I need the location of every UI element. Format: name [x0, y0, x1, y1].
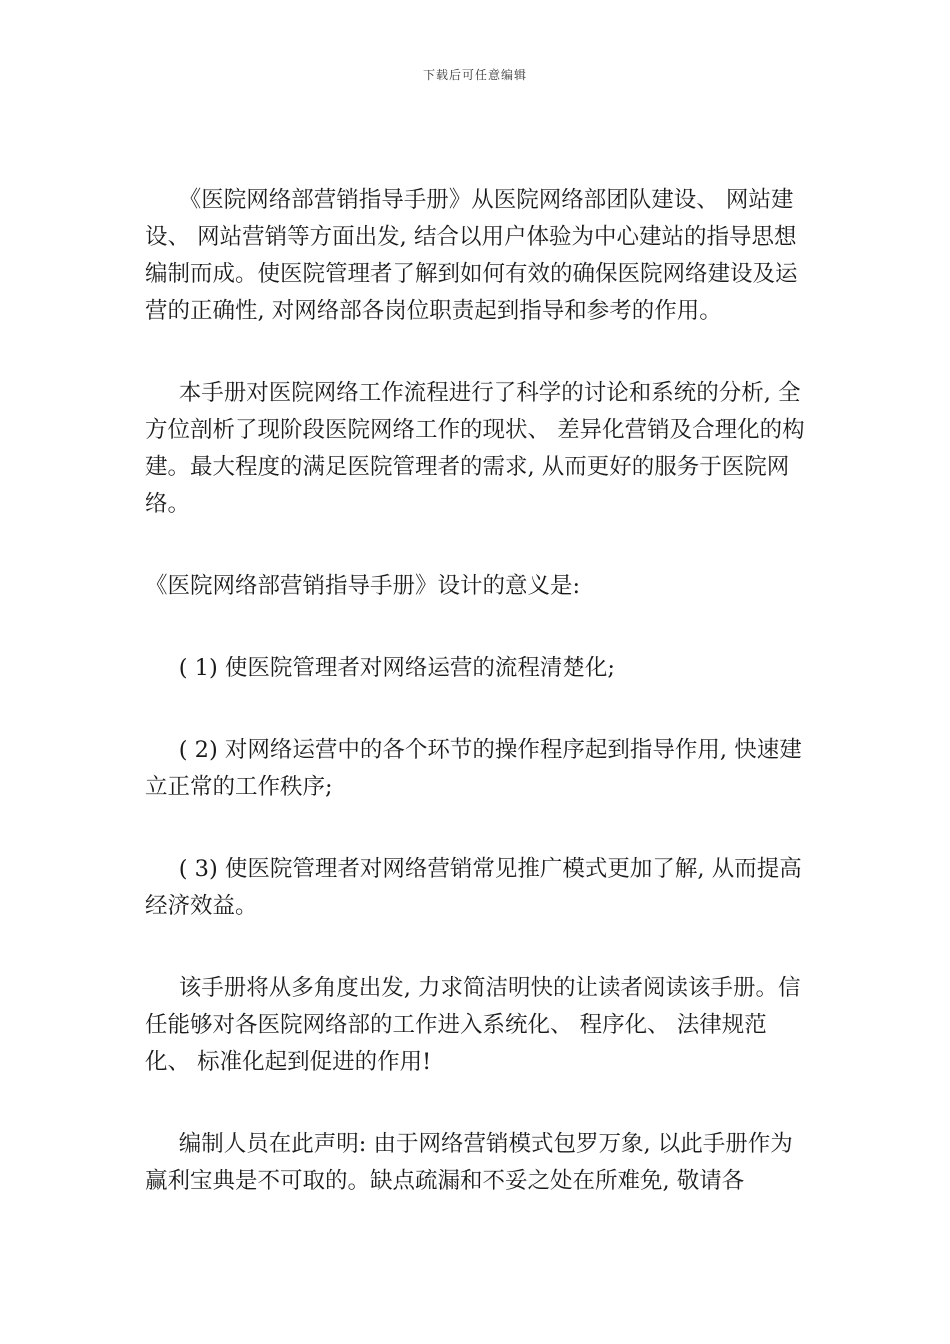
paragraph-significance-heading: 《医院网络部营销指导手册》设计的意义是: [145, 573, 581, 599]
paragraph-disclaimer: 编制人员在此声明: 由于网络营销模式包罗万象, 以此手册作为赢利宝典是不可取的。缺点疏漏和不妥之处在所难免, 敬请各 [145, 1131, 793, 1194]
paragraph-goal: 该手册将从多角度出发, 力求简洁明快的让读者阅读该手册。信任能够对各医院网络部的工作进入系统化、 程序化、 法律规范化、 标准化起到促进的作用! [145, 975, 801, 1075]
list-item-3: ( 3) 使医院管理者对网络营销常见推广模式更加了解, 从而提高经济效益。 [145, 856, 802, 919]
page-header: 下载后可任意编辑 [422, 68, 527, 82]
paragraph-analysis: 本手册对医院网络工作流程进行了科学的讨论和系统的分析, 全方位剖析了现阶段医院网络工作的现状、 差异化营销及合理化的构建。最大程度的满足医院管理者的需求, 从而更好的服务于医院网络。 [145, 380, 805, 517]
document-body [145, 182, 810, 1200]
paragraph-intro: 《医院网络部营销指导手册》从医院网络部团队建设、 网站建设、 网站营销等方面出发, 结合以用户体验为中心建站的指导思想编制而成。使医院管理者了解到如何有效的确保医院网络建设及运营的正确性, 对网络部各岗位职责起到指导和参考的作用。 [145, 187, 798, 324]
list-item-2: ( 2) 对网络运营中的各个环节的操作程序起到指导作用, 快速建立正常的工作秩序; [145, 737, 802, 800]
list-item-1: ( 1) 使医院管理者对网络运营的流程清楚化; [178, 655, 616, 681]
